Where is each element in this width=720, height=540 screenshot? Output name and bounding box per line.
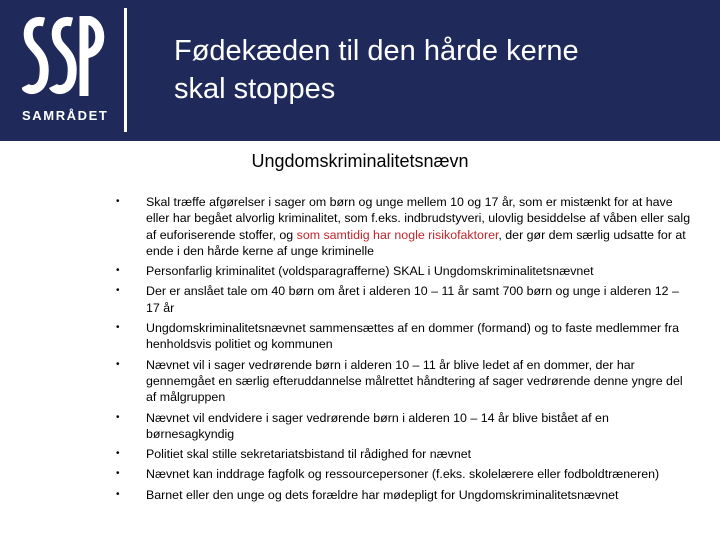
bullet-dot-icon: •: [116, 358, 120, 370]
bullet-text: Der er anslået tale om 40 børn om året i alderen 10 – 11 år samt 700 børn og unge i alderen 12 – 17 år: [146, 284, 679, 315]
bullet-text: Politiet skal stille sekretariatsbistand til rådighed for nævnet: [146, 447, 472, 462]
bullet-item: [0, 410, 691, 443]
bullet-item: [0, 357, 691, 406]
bullet-item: [0, 263, 691, 279]
bullet-dot-icon: •: [116, 468, 120, 480]
title-line-1: Fødekæden til den hårde kerne: [174, 35, 579, 67]
bullet-item: [0, 194, 691, 259]
bullet-dot-icon: •: [116, 322, 120, 334]
bullet-item: [0, 320, 691, 353]
bullet-item: [0, 446, 691, 462]
bullet-item: [0, 466, 691, 482]
logo-name: SAMRÅDET: [22, 108, 109, 123]
ssp-logo-icon: [22, 16, 106, 98]
bullet-text: Nævnet vil i sager vedrørende børn i alderen 10 – 11 år blive ledet af en dommer, der har gennemgået en særlig efteruddannelse målrettet håndtering af sager vedrørende denne yngre del af målgruppen: [146, 357, 683, 405]
bullet-text-post: , der gør dem særlig udsatte for at ende i den hårde kerne af unge kriminelle: [146, 227, 686, 258]
bullet-text: Personfarlig kriminalitet (voldsparagrafferne) SKAL i Ungdomskriminalitetsnævnet: [146, 264, 594, 279]
bullet-dot-icon: •: [116, 265, 120, 277]
slide-title: [174, 32, 694, 108]
bullet-text-pre: Skal træffe afgørelser i sager om børn og unge mellem 10 og 17 år, som er mistænkt for at have eller har begået alvorlig kriminalitet, som f.eks. indbrudstyveri, ulovlig besiddelse af våben eller salg af euforiserende stoffer, og: [146, 195, 691, 242]
slide-subtitle: Ungdomskriminalitetsnævn: [251, 151, 469, 171]
slide-header: [0, 0, 720, 141]
bullet-list: [0, 194, 720, 507]
bullet-dot-icon: •: [116, 196, 120, 207]
bullet-text: Barnet eller den unge og dets forældre har mødepligt for Ungdomskriminalitetsnævnet: [146, 487, 619, 502]
bullet-dot-icon: •: [116, 488, 120, 500]
bullet-text-highlight: som samtidig har nogle risikofaktorer: [296, 227, 499, 242]
bullet-item: [0, 283, 691, 316]
bullet-dot-icon: •: [116, 448, 120, 460]
bullet-dot-icon: •: [116, 285, 120, 297]
bullet-text: Ungdomskriminalitetsnævnet sammensættes af en dommer (formand) og to faste medlemmer fra henholdsvis politiet og kommunen: [146, 321, 679, 352]
bullet-item: [0, 487, 691, 503]
bullet-text: Nævnet vil endvidere i sager vedrørende børn i alderen 10 – 14 år blive bistået af en børnesagkyndig: [146, 410, 609, 441]
bullet-text: Nævnet kan inddrage fagfolk og ressourcepersoner (f.eks. skolelærere eller fodboldtræneren): [146, 467, 660, 482]
header-divider: [124, 8, 127, 132]
bullet-dot-icon: •: [116, 411, 120, 423]
title-line-2: skal stoppes: [174, 73, 336, 105]
